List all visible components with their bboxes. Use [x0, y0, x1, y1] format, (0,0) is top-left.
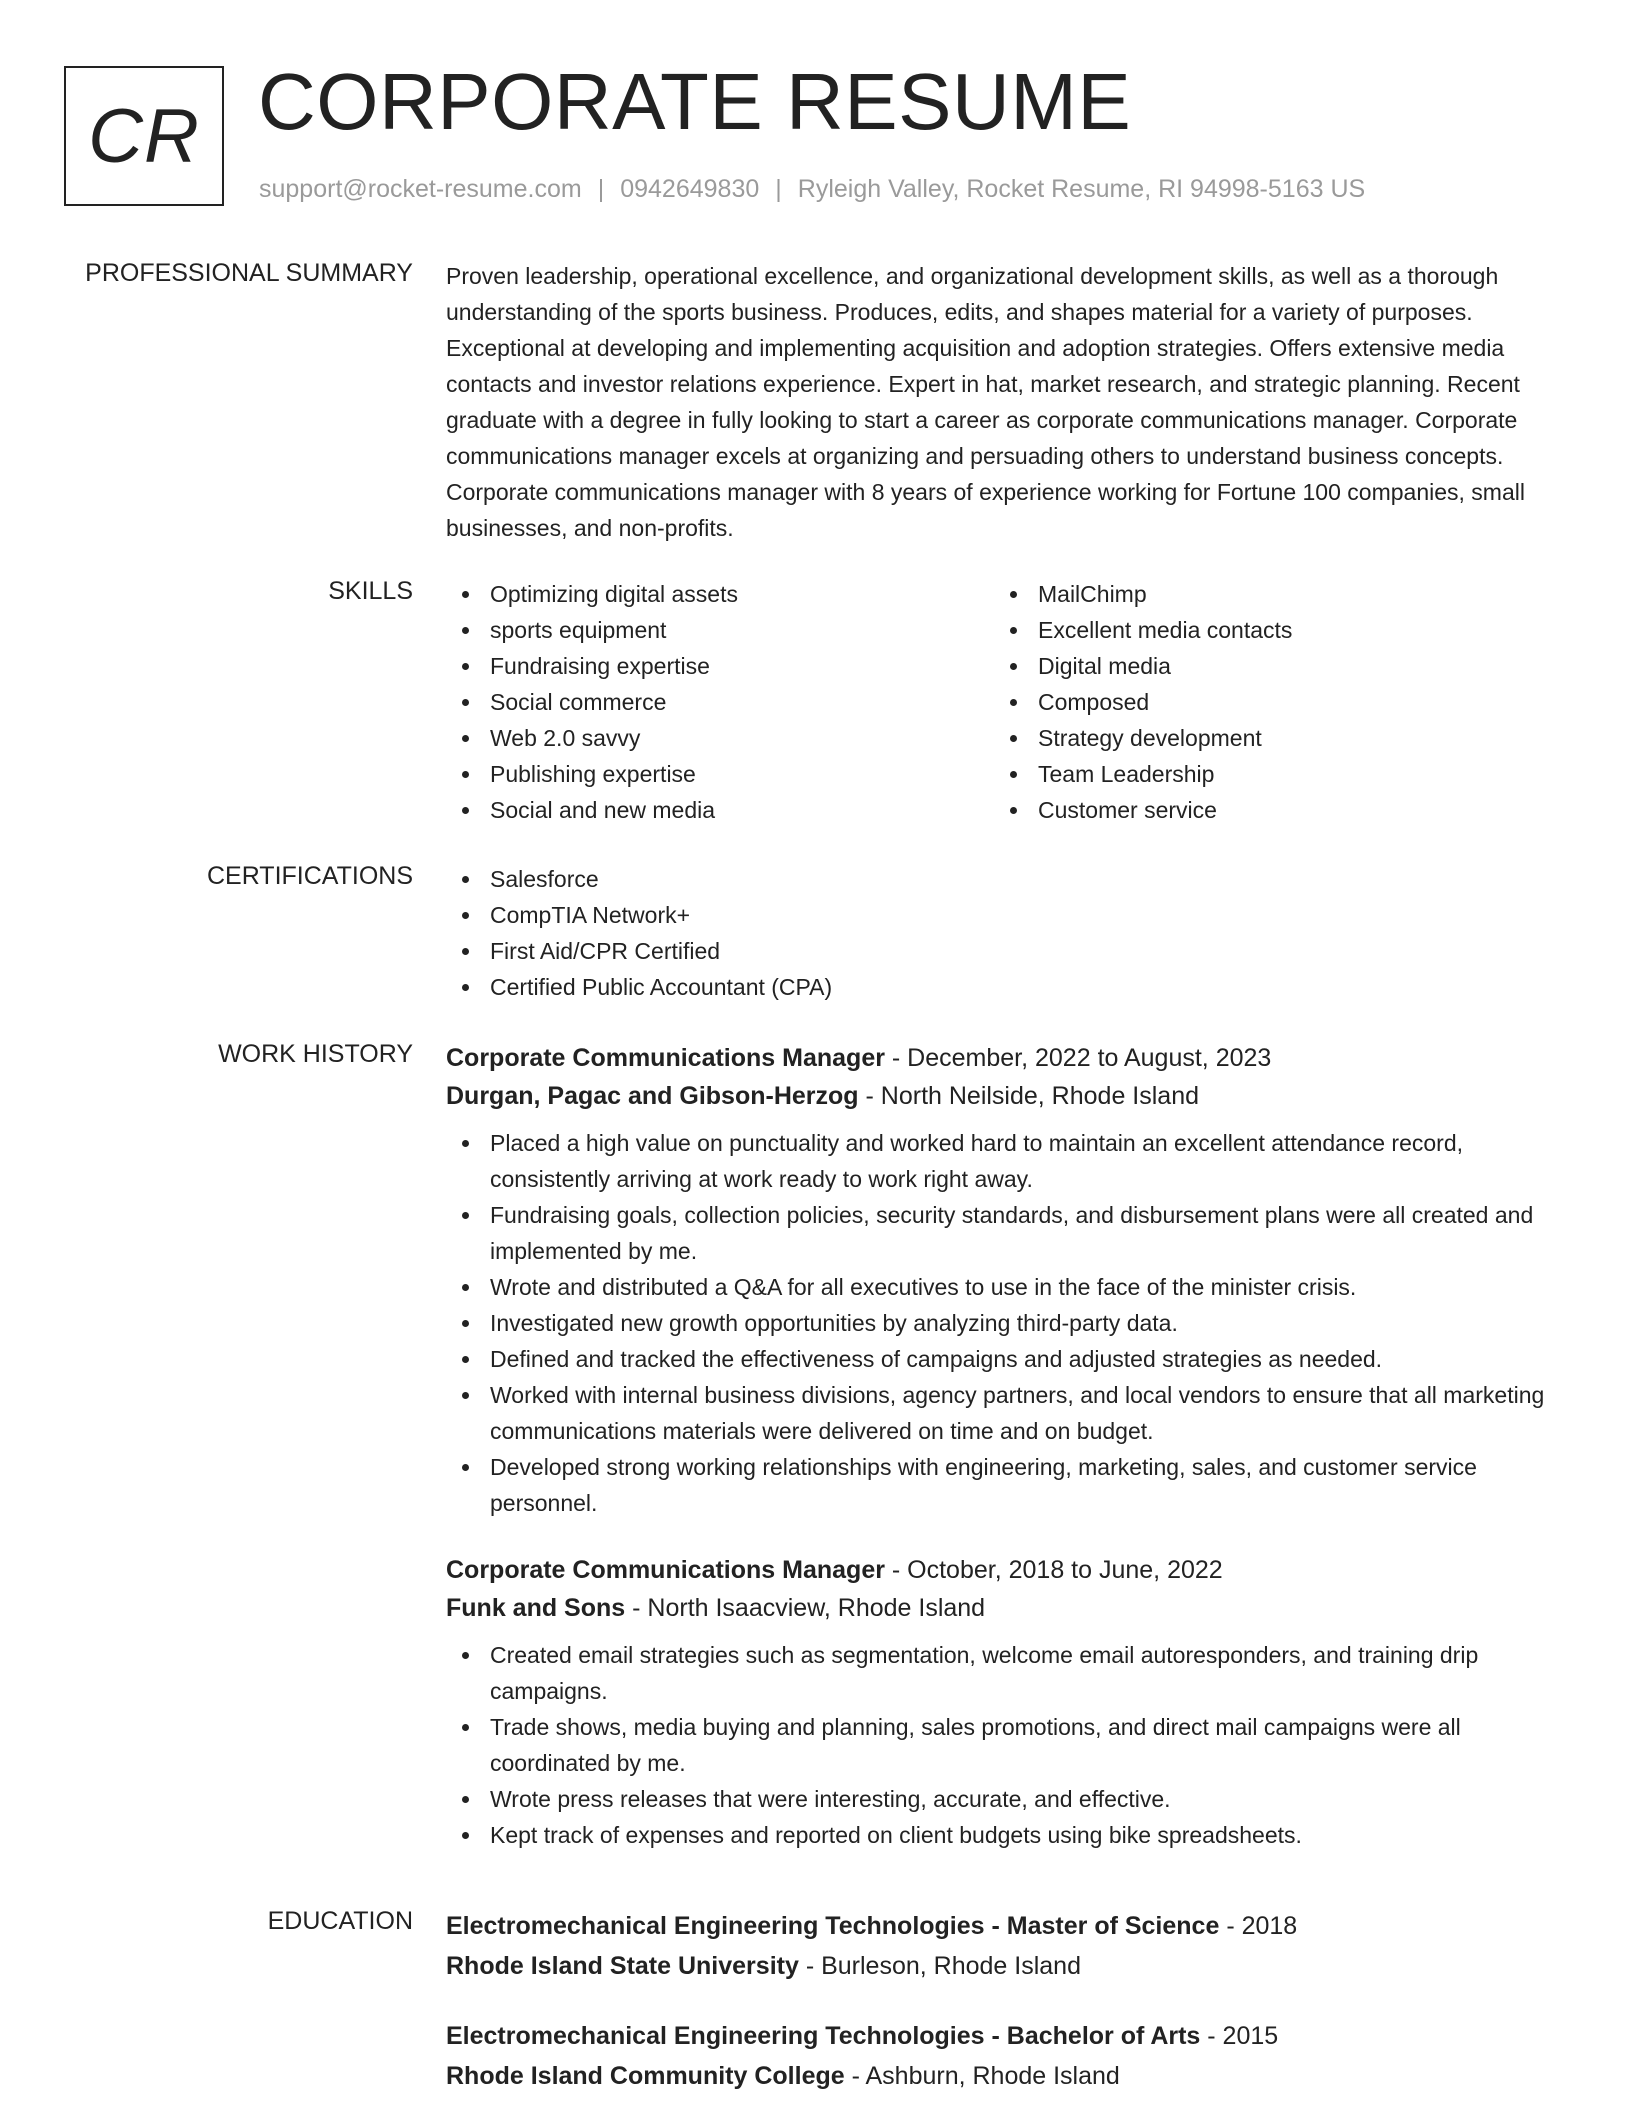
contact-line — [259, 175, 1365, 204]
summary-body — [446, 258, 1556, 546]
education-body — [446, 1906, 1556, 2126]
certifications-list — [446, 861, 1556, 1005]
education-degree-line — [446, 2016, 1556, 2056]
education-location: - Burleson, Rhode Island — [798, 1952, 1081, 1980]
skill-item: MailChimp — [994, 576, 1542, 612]
education-school: Rhode Island Community College — [446, 2062, 845, 2090]
skill-item: Digital media — [994, 648, 1542, 684]
job-bullet: Wrote press releases that were interesting, accurate, and effective. — [446, 1781, 1556, 1817]
education-location: - Ashburn, Rhode Island — [844, 2062, 1120, 2090]
section-label-certifications: CERTIFICATIONS — [206, 862, 413, 890]
job-bullet: Worked with internal business divisions, agency partners, and local vendors to ensure that all marketing communications materials were delivered on time and on budget. — [446, 1377, 1556, 1449]
skill-item: Excellent media contacts — [994, 612, 1542, 648]
job-bullet: Created email strategies such as segmentation, welcome email autoresponders, and training drip campaigns. — [446, 1637, 1556, 1709]
education-entry — [446, 1906, 1556, 1986]
job-bullet: Defined and tracked the effectiveness of campaigns and adjusted strategies as needed. — [446, 1341, 1556, 1377]
summary-text: Proven leadership, operational excellence, and organizational development skills, as well as a thorough understanding of the sports business. Produces, edits, and shapes material for a variety of purposes. Exceptional at developing and implementing acquisition and adoption strategies. Offers extensive media contacts and investor relations experience. Expert in hat, market research, and strategic planning. Recent graduate with a degree in fully looking to start a career as corporate communications manager. Corporate communications manager excels at organizing and persuading others to understand business concepts. Corporate communications manager with 8 years of experience working for Fortune 100 companies, small businesses, and non-profits. — [446, 263, 1525, 541]
job-bullet-list — [446, 1637, 1556, 1853]
skill-item: Strategy development — [994, 720, 1542, 756]
skills-list-right — [994, 576, 1542, 828]
section-label-education: EDUCATION — [267, 1907, 413, 1935]
job-bullet: Fundraising goals, collection policies, security standards, and disbursement plans were all created and implemented by me. — [446, 1197, 1556, 1269]
job-company: Durgan, Pagac and Gibson-Herzog — [446, 1082, 859, 1110]
education-entry — [446, 2016, 1556, 2096]
skill-item: sports equipment — [446, 612, 994, 648]
skills-body — [446, 576, 1556, 828]
skill-item: Social commerce — [446, 684, 994, 720]
job-company-line — [446, 1077, 1556, 1115]
job-entry — [446, 1551, 1556, 1853]
section-label-work: WORK HISTORY — [218, 1040, 413, 1068]
skill-item: Customer service — [994, 792, 1542, 828]
section-label-summary: PROFESSIONAL SUMMARY — [85, 259, 413, 287]
contact-phone[interactable]: 0942649830 — [620, 175, 760, 203]
job-bullet: Placed a high value on punctuality and worked hard to maintain an excellent attendance record, consistently arriving at work ready to work right away. — [446, 1125, 1556, 1197]
certification-item: Certified Public Accountant (CPA) — [446, 969, 1556, 1005]
work-body — [446, 1039, 1556, 1883]
skill-item: Social and new media — [446, 792, 994, 828]
job-bullet: Trade shows, media buying and planning, sales promotions, and direct mail campaigns were all coordinated by me. — [446, 1709, 1556, 1781]
job-bullet: Wrote and distributed a Q&A for all executives to use in the face of the minister crisis. — [446, 1269, 1556, 1305]
skill-item: Optimizing digital assets — [446, 576, 994, 612]
certifications-body — [446, 861, 1556, 1005]
education-degree: Electromechanical Engineering Technologies - Bachelor of Arts — [446, 2022, 1201, 2050]
job-bullet: Kept track of expenses and reported on client budgets using bike spreadsheets. — [446, 1817, 1556, 1853]
monogram-logo: CR — [64, 66, 224, 206]
skill-item: Publishing expertise — [446, 756, 994, 792]
education-school-line — [446, 2056, 1556, 2096]
skill-item: Fundraising expertise — [446, 648, 994, 684]
education-year: - 2018 — [1219, 1912, 1298, 1940]
section-label-skills: SKILLS — [328, 577, 413, 605]
job-location: - North Neilside, Rhode Island — [858, 1082, 1200, 1110]
job-company-line — [446, 1589, 1556, 1627]
skill-item: Web 2.0 savvy — [446, 720, 994, 756]
certification-item: CompTIA Network+ — [446, 897, 1556, 933]
certification-item: First Aid/CPR Certified — [446, 933, 1556, 969]
education-year: - 2015 — [1200, 2022, 1279, 2050]
skills-list-left — [446, 576, 994, 828]
job-company: Funk and Sons — [446, 1594, 626, 1622]
contact-separator: | — [775, 175, 782, 203]
education-degree-line — [446, 1906, 1556, 1946]
job-dates: - October, 2018 to June, 2022 — [884, 1556, 1223, 1584]
certification-item: Salesforce — [446, 861, 1556, 897]
contact-address: Ryleigh Valley, Rocket Resume, RI 94998-5163 US — [797, 175, 1366, 203]
job-bullet: Developed strong working relationships with engineering, marketing, sales, and customer service personnel. — [446, 1449, 1556, 1521]
contact-email[interactable]: support@rocket-resume.com — [259, 175, 582, 203]
job-title-line — [446, 1551, 1556, 1589]
contact-separator: | — [597, 175, 605, 203]
job-title: Corporate Communications Manager — [446, 1556, 885, 1584]
resume-title: CORPORATE RESUME — [258, 57, 1132, 146]
job-bullet: Investigated new growth opportunities by analyzing third-party data. — [446, 1305, 1556, 1341]
job-title-line — [446, 1039, 1556, 1077]
skill-item: Composed — [994, 684, 1542, 720]
job-dates: - December, 2022 to August, 2023 — [884, 1044, 1272, 1072]
skill-item: Team Leadership — [994, 756, 1542, 792]
education-school: Rhode Island State University — [446, 1952, 799, 1980]
job-entry — [446, 1039, 1556, 1521]
job-bullet-list — [446, 1125, 1556, 1521]
job-location: - North Isaacview, Rhode Island — [625, 1594, 986, 1622]
education-school-line — [446, 1946, 1556, 1986]
job-title: Corporate Communications Manager — [446, 1044, 885, 1072]
education-degree: Electromechanical Engineering Technologies - Master of Science — [446, 1912, 1220, 1940]
